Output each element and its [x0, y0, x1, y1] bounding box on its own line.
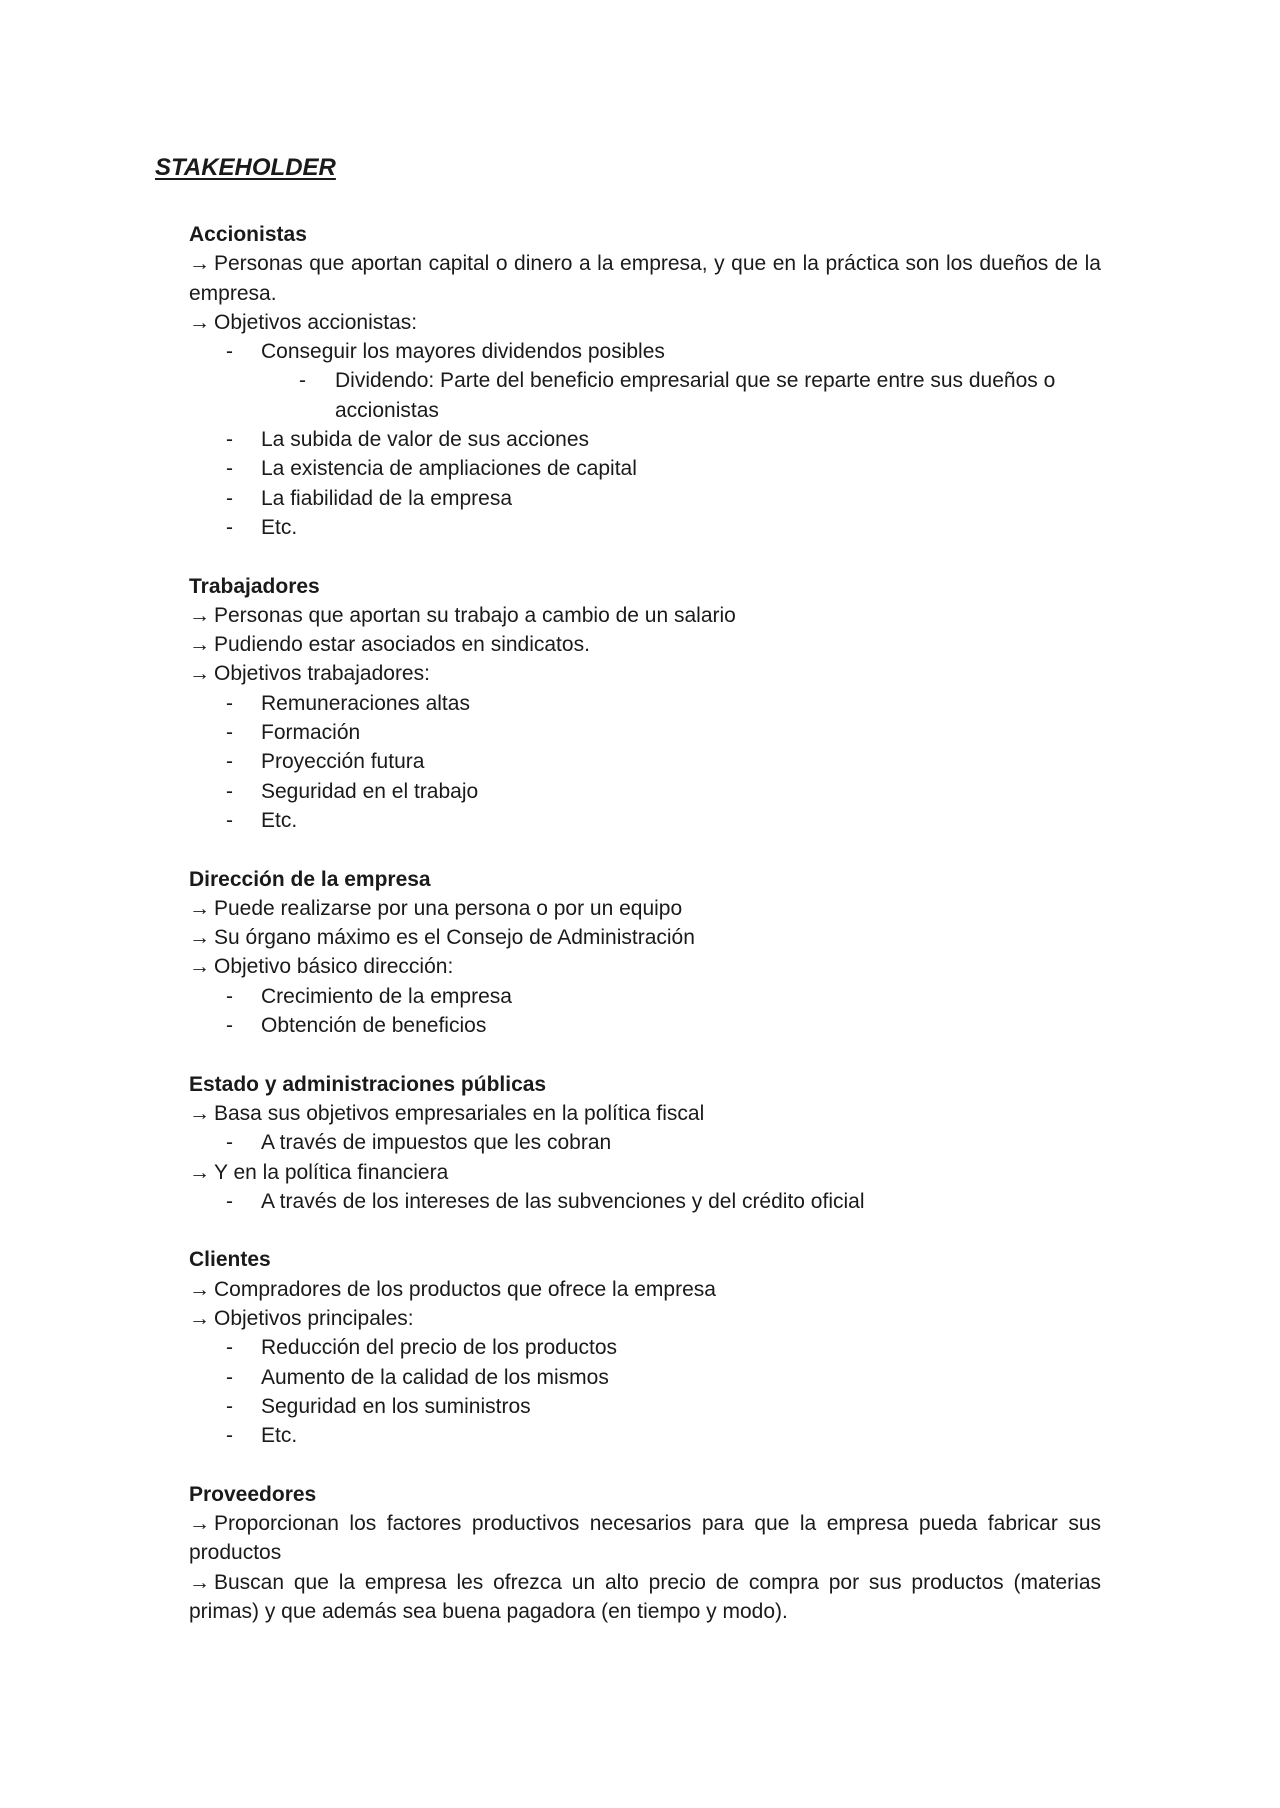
- section-trabajadores: [189, 572, 1101, 836]
- list-item-text: Crecimiento de la empresa: [261, 984, 512, 1008]
- paragraph: [189, 894, 1101, 923]
- paragraph: [189, 308, 1101, 337]
- list-item-text: Dividendo: Parte del beneficio empresarial que se reparte entre sus dueños o accionistas: [335, 369, 1056, 422]
- paragraph-text: Pudiendo estar asociados en sindicatos.: [214, 633, 590, 657]
- paragraph: [189, 249, 1101, 308]
- section-direccion: [189, 865, 1101, 1041]
- arrow-icon: →: [189, 633, 210, 657]
- paragraph-text: Objetivos accionistas:: [214, 310, 418, 334]
- list-item: [189, 718, 1101, 747]
- list-item-text: La subida de valor de sus acciones: [261, 428, 590, 452]
- list-item-text: Obtención de beneficios: [261, 1014, 487, 1038]
- section-heading: Accionistas: [189, 223, 307, 246]
- paragraph-text: Proporcionan los factores productivos necesarios para que la empresa pueda fabricar sus productos: [189, 1512, 1101, 1565]
- list-item-text: Reducción del precio de los productos: [261, 1336, 618, 1360]
- list-item: [189, 1187, 1101, 1216]
- list-item: [189, 747, 1101, 776]
- paragraph: [189, 1568, 1101, 1627]
- paragraph-text: Personas que aportan capital o dinero a la empresa, y que en la práctica son los dueños de la empresa.: [189, 252, 1101, 305]
- section-proveedores: [189, 1480, 1101, 1626]
- section-heading: Clientes: [189, 1248, 271, 1272]
- paragraph-text: Objetivos trabajadores:: [214, 662, 430, 686]
- paragraph-text: Personas que aportan su trabajo a cambio de un salario: [214, 603, 736, 627]
- sub-list-item: [189, 366, 1101, 425]
- paragraph: [189, 1099, 1101, 1128]
- list-item-text: La fiabilidad de la empresa: [261, 486, 512, 510]
- section-accionistas: [189, 220, 1101, 542]
- list-item-text: Remuneraciones altas: [261, 691, 470, 715]
- paragraph-text: Su órgano máximo es el Consejo de Administración: [214, 926, 695, 950]
- paragraph-text: Objetivos principales:: [214, 1306, 414, 1330]
- section-heading: Estado y administraciones públicas: [189, 1072, 547, 1096]
- arrow-icon: →: [189, 252, 210, 276]
- arrow-icon: →: [189, 1306, 210, 1330]
- arrow-icon: →: [189, 662, 210, 686]
- section-heading: Proveedores: [189, 1482, 317, 1506]
- list-item-text: Aumento de la calidad de los mismos: [261, 1365, 609, 1389]
- list-item: [189, 1363, 1101, 1392]
- list-item: [189, 982, 1101, 1011]
- sub-list: [189, 366, 1101, 425]
- paragraph-text: Compradores de los productos que ofrece la empresa: [214, 1277, 716, 1301]
- list-item: [189, 513, 1101, 542]
- list-item-text: A través de los intereses de las subvenciones y del crédito oficial: [261, 1189, 865, 1213]
- list-item-text: Conseguir los mayores dividendos posibles: [261, 340, 665, 364]
- list-item-text: A través de impuestos que les cobran: [261, 1131, 612, 1155]
- list-item: [189, 425, 1101, 454]
- list-item: [189, 454, 1101, 483]
- arrow-icon: →: [189, 1160, 210, 1184]
- paragraph-text: Puede realizarse por una persona o por un equipo: [214, 896, 683, 920]
- arrow-icon: →: [189, 603, 210, 627]
- paragraph: [189, 1304, 1101, 1333]
- paragraph: [189, 659, 1101, 688]
- document-title: STAKEHOLDER: [155, 154, 336, 181]
- paragraph-text: Basa sus objetivos empresariales en la política fiscal: [214, 1101, 705, 1125]
- section-heading: Trabajadores: [189, 574, 320, 598]
- paragraph-text: Y en la política financiera: [214, 1160, 449, 1184]
- section-clientes: [189, 1245, 1101, 1450]
- paragraph: [189, 1158, 1101, 1187]
- objectives-list: [189, 1333, 1101, 1450]
- list-item: [189, 1011, 1101, 1040]
- arrow-icon: →: [189, 1101, 210, 1125]
- list-item: [189, 484, 1101, 513]
- list-item-text: Proyección futura: [261, 750, 425, 774]
- objectives-list: [189, 337, 1101, 542]
- list-item: [189, 1392, 1101, 1421]
- arrow-icon: →: [189, 955, 210, 979]
- list-item: [189, 1128, 1101, 1157]
- objectives-list: [189, 1128, 1101, 1157]
- list-item: [189, 689, 1101, 718]
- arrow-icon: →: [189, 1512, 210, 1536]
- paragraph-text: Buscan que la empresa les ofrezca un alto precio de compra por sus productos (materias primas) y que además sea buena pagadora (en tiempo y modo).: [189, 1570, 1101, 1623]
- section-heading: Dirección de la empresa: [189, 867, 431, 891]
- list-item-text: Etc.: [261, 808, 298, 832]
- list-item: [189, 777, 1101, 806]
- list-item-text: Etc.: [261, 515, 298, 539]
- paragraph-text: Objetivo básico dirección:: [214, 955, 454, 979]
- list-item-text: Etc.: [261, 1424, 298, 1448]
- list-item-text: Seguridad en los suministros: [261, 1394, 531, 1418]
- list-item-text: La existencia de ampliaciones de capital: [261, 457, 637, 481]
- arrow-icon: →: [189, 1570, 210, 1594]
- paragraph: [189, 1509, 1101, 1568]
- paragraph: [189, 952, 1101, 981]
- list-item: [189, 806, 1101, 835]
- arrow-icon: →: [189, 1277, 210, 1301]
- paragraph: [189, 1275, 1101, 1304]
- objectives-list: [189, 689, 1101, 835]
- list-item-text: Seguridad en el trabajo: [261, 779, 479, 803]
- arrow-icon: →: [189, 896, 210, 920]
- arrow-icon: →: [189, 926, 210, 950]
- objectives-list: [189, 1187, 1101, 1216]
- section-estado: [189, 1070, 1101, 1216]
- list-item: [189, 1421, 1101, 1450]
- document-body: [189, 220, 1101, 1656]
- objectives-list: [189, 982, 1101, 1041]
- paragraph: [189, 630, 1101, 659]
- list-item-text: Formación: [261, 721, 361, 745]
- paragraph: [189, 923, 1101, 952]
- arrow-icon: →: [189, 310, 210, 334]
- list-item: [189, 337, 1101, 425]
- list-item: [189, 1333, 1101, 1362]
- paragraph: [189, 601, 1101, 630]
